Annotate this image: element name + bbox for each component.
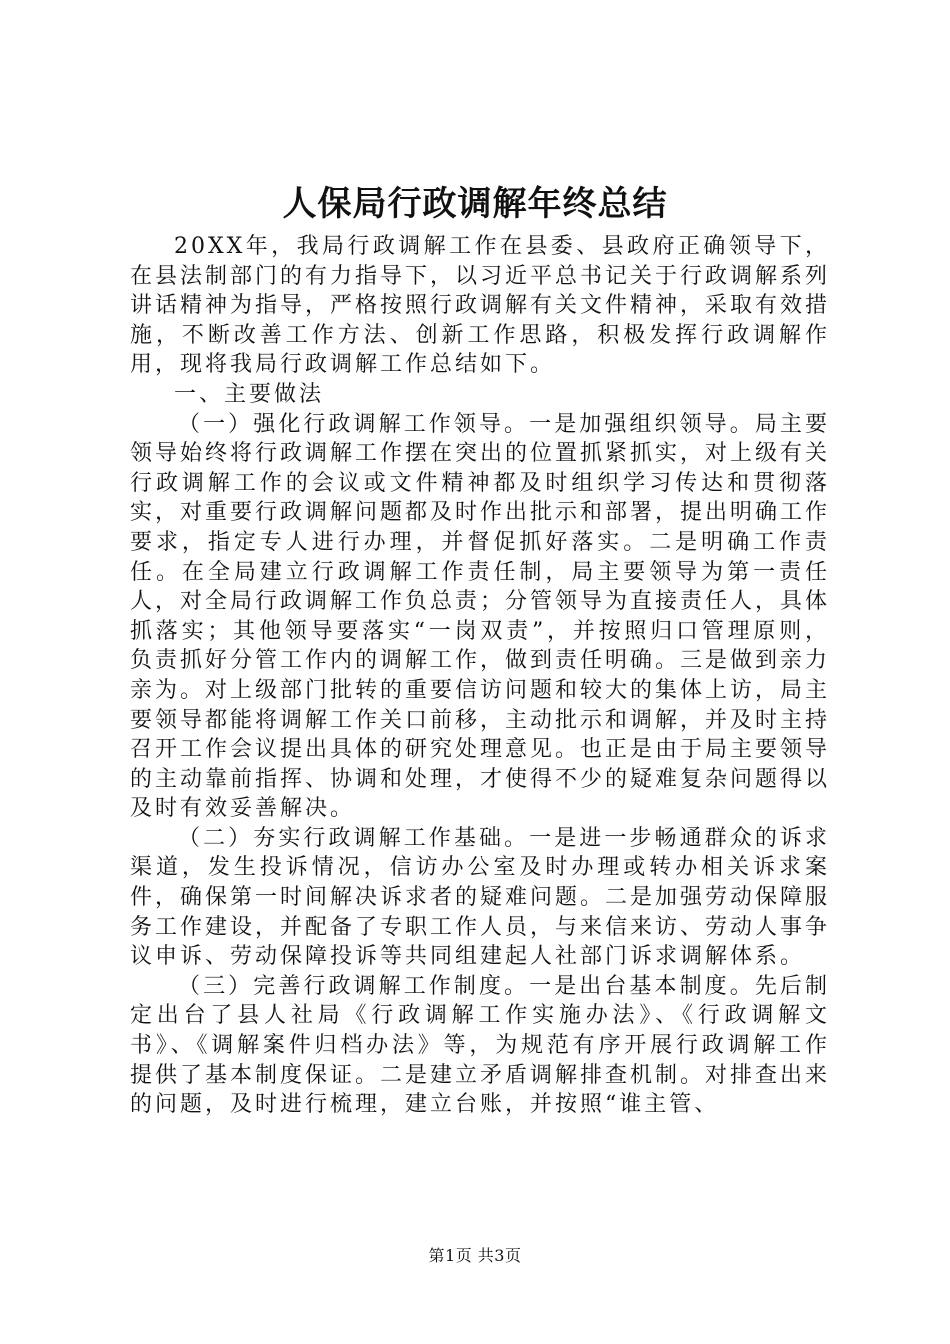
subsection-1-paragraph: （一）强化行政调解工作领导。一是加强组织领导。局主要领导始终将行政调解工作摆在突出的位置抓紧抓实，对上级有关行政调解工作的会议或文件精神都及时组织学习传达和贯彻落实，对重要行政调解问题都及时作出批示和部署，提出明确工作要求，指定专人进行办理，并督促抓好落实。二是明确工作责任。在全局建立行政调解工作责任制，局主要领导为第一责任人，对全局行政调解工作负总责；分管领导为直接责任人，具体抓落实；其他领导要落实“一岗双责”，并按照归口管理原则，负责抓好分管工作内的调解工作，做到责任明确。三是做到亲力亲为。对上级部门批转的重要信访问题和较大的集体上访，局主要领导都能将调解工作关口前移，主动批示和调解，并及时主持召开工作会议提出具体的研究处理意见。也正是由于局主要领导的主动靠前指挥、协调和处理，才使得不少的疑难复杂问题得以及时有效妥善解决。: [130, 411, 831, 822]
page-footer: 第1页 共3页: [428, 1246, 522, 1265]
document-body: [130, 232, 830, 1120]
subsection-3-paragraph: （三）完善行政调解工作制度。一是出台基本制度。先后制定出台了县人社局《行政调解工作实施办法》、《行政调解文书》、《调解案件归档办法》等，为规范有序开展行政调解工作提供了基本制度保证。二是建立矛盾调解排查机制。对排查出来的问题，及时进行梳理，建立台账，并按照“谁主管、: [130, 973, 831, 1118]
document-title: 人保局行政调解年终总结: [282, 184, 668, 224]
subsection-2-paragraph: （二）夯实行政调解工作基础。一是进一步畅通群众的诉求渠道，发生投诉情况，信访办公室及时办理或转办相关诉求案件，确保第一时间解决诉求者的疑难问题。二是加强劳动保障服务工作建设，并配备了专职工作人员，与来信来访、劳动人事争议申诉、劳动保障投诉等共同组建起人社部门诉求调解体系。: [130, 825, 831, 970]
section-heading-main-practices: 一、主要做法: [174, 381, 325, 407]
intro-paragraph: 20XX年，我局行政调解工作在县委、县政府正确领导下，在县法制部门的有力指导下，以习近平总书记关于行政调解系列讲话精神为指导，严格按照行政调解有关文件精神，采取有效措施，不断改善工作方法、创新工作思路，积极发挥行政调解作用，现将我局行政调解工作总结如下。: [130, 234, 831, 378]
